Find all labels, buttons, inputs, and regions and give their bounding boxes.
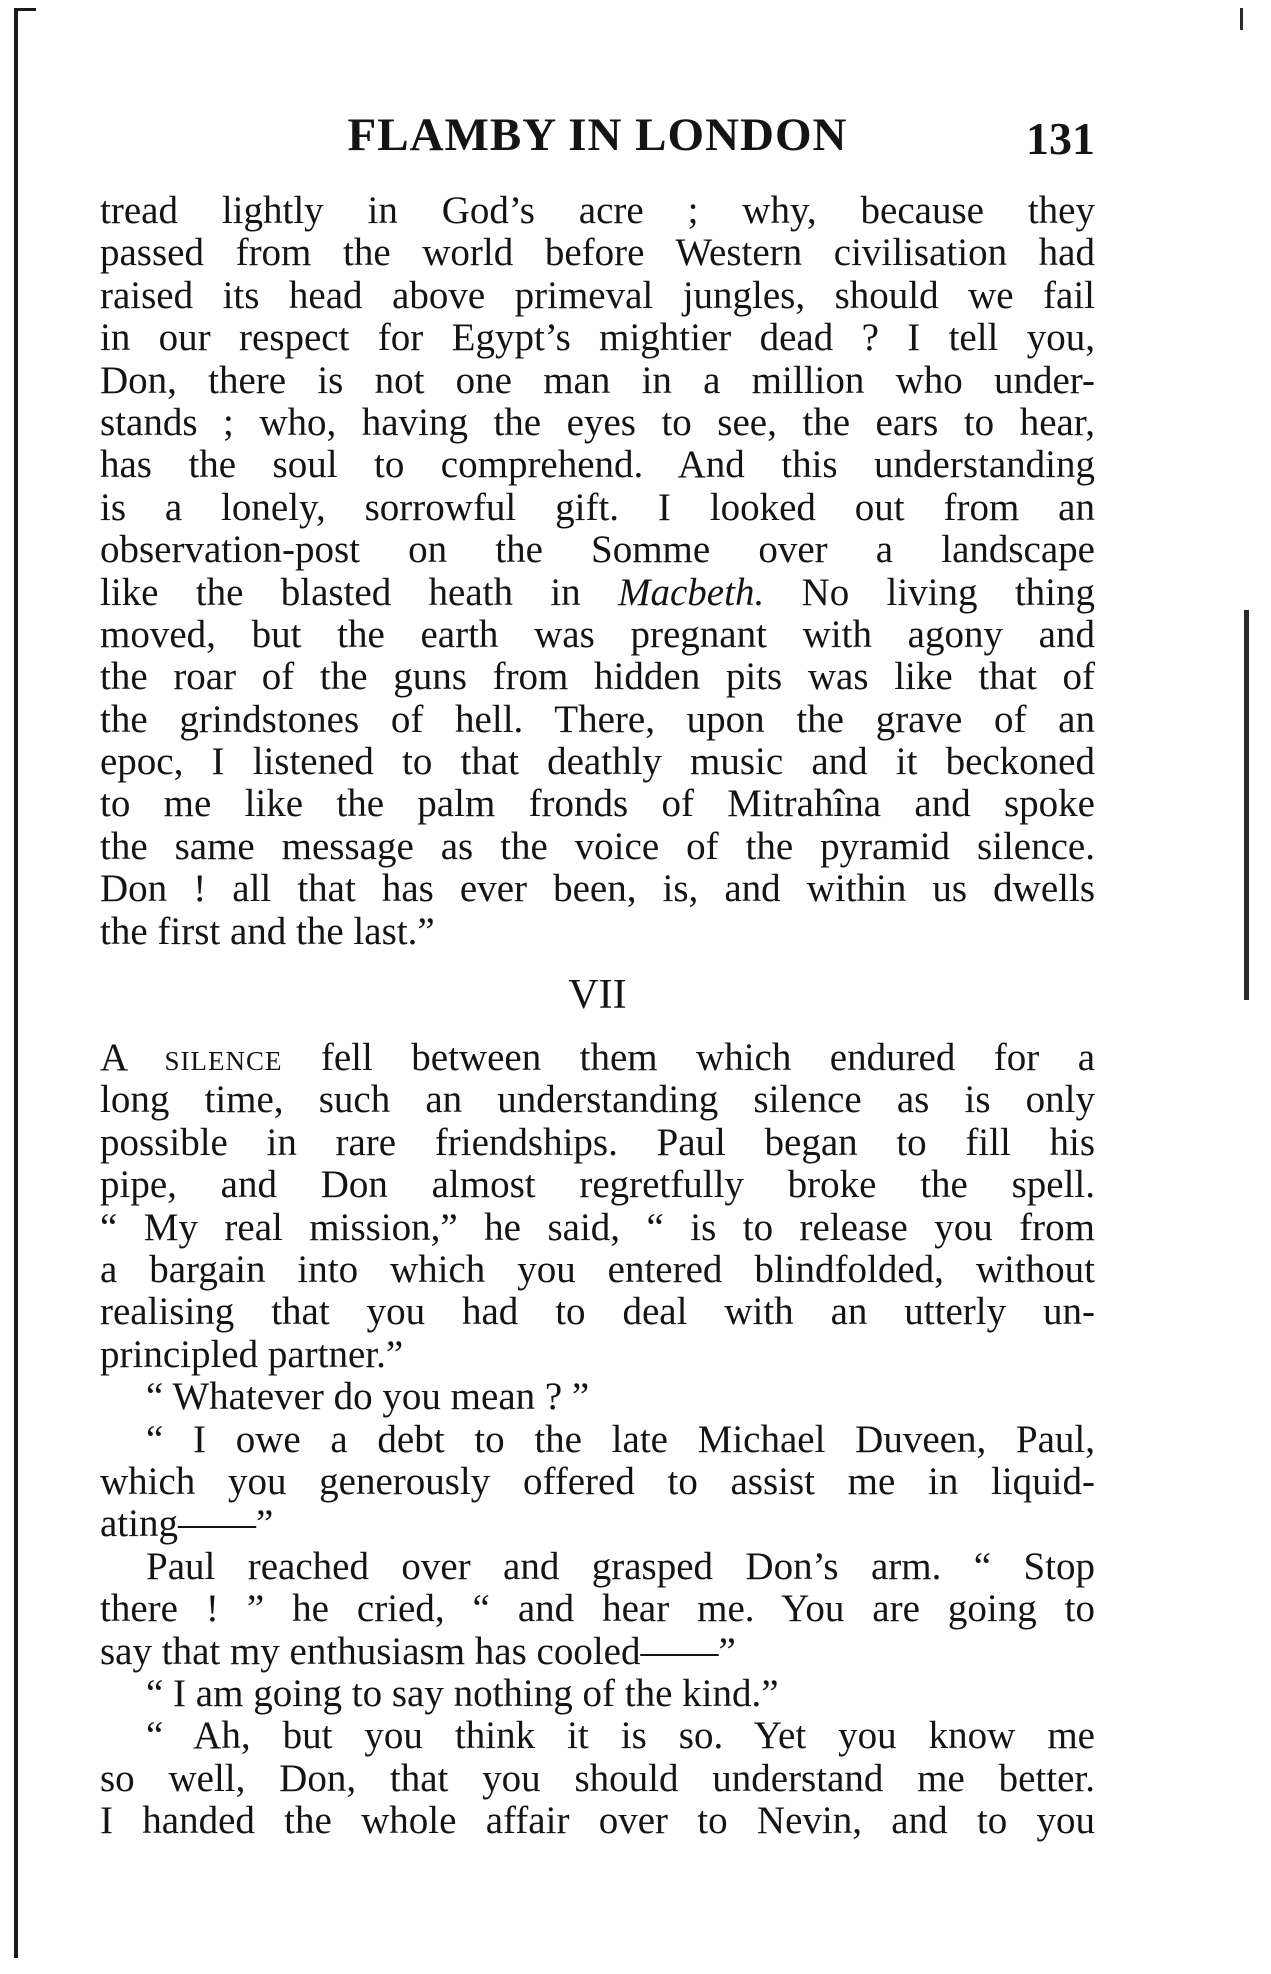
dialogue-line: which you generously offered to assist me in liquid- [100, 1460, 1095, 1503]
dialogue-line: there ! ” he cried, “ and hear me. You are going to [100, 1588, 1095, 1631]
dialogue-line: say that my enthusiasm has cooled——” [100, 1630, 736, 1673]
text-line: stands ; who, having the eyes to see, the ears to hear, [100, 401, 1095, 444]
text-line: raised its head above primeval jungles, should we fail [100, 274, 1095, 317]
text-line: “ My real mission,” he said, “ is to release you from [100, 1206, 1095, 1249]
text-line: long time, such an understanding silence as is only [100, 1079, 1095, 1122]
text-line: realising that you had to deal with an utterly un- [100, 1291, 1095, 1334]
text-line: possible in rare friendships. Paul began to fill his [100, 1121, 1095, 1164]
dialogue-line: so well, Don, that you should understand me better. [100, 1757, 1095, 1800]
text-segment: No living thing [764, 571, 1095, 614]
text-line: Don, there is not one man in a million who under- [100, 359, 1095, 402]
scan-edge-left-tick [14, 8, 36, 11]
text-line: moved, but the earth was pregnant with agony and [100, 613, 1095, 656]
smallcaps-word: silence [164, 1037, 283, 1080]
dialogue-line: “ I am going to say nothing of the kind.” [146, 1672, 779, 1715]
text-line: the first and the last.” [100, 910, 435, 953]
body-text [100, 190, 1095, 1842]
dialogue-line: “ Whatever do you mean ? ” [146, 1376, 590, 1419]
scan-edge-right-top [1240, 8, 1243, 30]
scan-edge-right [1244, 610, 1249, 1000]
text-line: the grindstones of hell. There, upon the grave of an [100, 698, 1095, 741]
text-line: epoc, I listened to that deathly music and it beckoned [100, 741, 1095, 784]
running-title: FLAMBY IN LONDON [347, 109, 848, 161]
opening-letter: A [100, 1037, 127, 1080]
text-segment: like the blasted heath in [100, 571, 618, 614]
text-line: passed from the world before Western civilisation had [100, 232, 1095, 275]
text-line: pipe, and Don almost regretfully broke the spell. [100, 1164, 1095, 1207]
text-line: Don ! all that has ever been, is, and within us dwells [100, 868, 1095, 911]
text-line: observation-post on the Somme over a landscape [100, 529, 1095, 572]
text-line: has the soul to comprehend. And this understanding [100, 444, 1095, 487]
text-segment: fell between them which endured for a [282, 1037, 1095, 1080]
dialogue-line: ating——” [100, 1503, 274, 1546]
italic-title: Macbeth. [618, 571, 765, 614]
text-line: to me like the palm fronds of Mitrahîna and spoke [100, 783, 1095, 826]
text-line: a bargain into which you entered blindfolded, without [100, 1248, 1095, 1291]
text-line: the roar of the guns from hidden pits was like that of [100, 656, 1095, 699]
text-line: tread lightly in God’s acre ; why, because they [100, 190, 1095, 232]
section-heading: VII [568, 972, 627, 1019]
text-line-with-italic [100, 572, 1095, 614]
text-line: is a lonely, sorrowful gift. I looked out from an [100, 486, 1095, 529]
page-number: 131 [1026, 113, 1095, 164]
dialogue-line: I handed the whole affair over to Nevin, and to you [100, 1800, 1095, 1843]
dialogue-line: “ I owe a debt to the late Michael Duveen, Paul, [146, 1418, 1095, 1461]
text-line: principled partner.” [100, 1333, 404, 1376]
dialogue-line: “ Ah, but you think it is so. Yet you know me [146, 1715, 1095, 1758]
page-header [100, 108, 1095, 168]
text-line: the same message as the voice of the pyramid silence. [100, 825, 1095, 868]
scan-edge-left [14, 8, 18, 1958]
text-line: in our respect for Egypt’s mightier dead ? I tell you, [100, 317, 1095, 360]
dialogue-line: Paul reached over and grasped Don’s arm. “ Stop [146, 1545, 1095, 1588]
text-line-opening [100, 1037, 1095, 1079]
